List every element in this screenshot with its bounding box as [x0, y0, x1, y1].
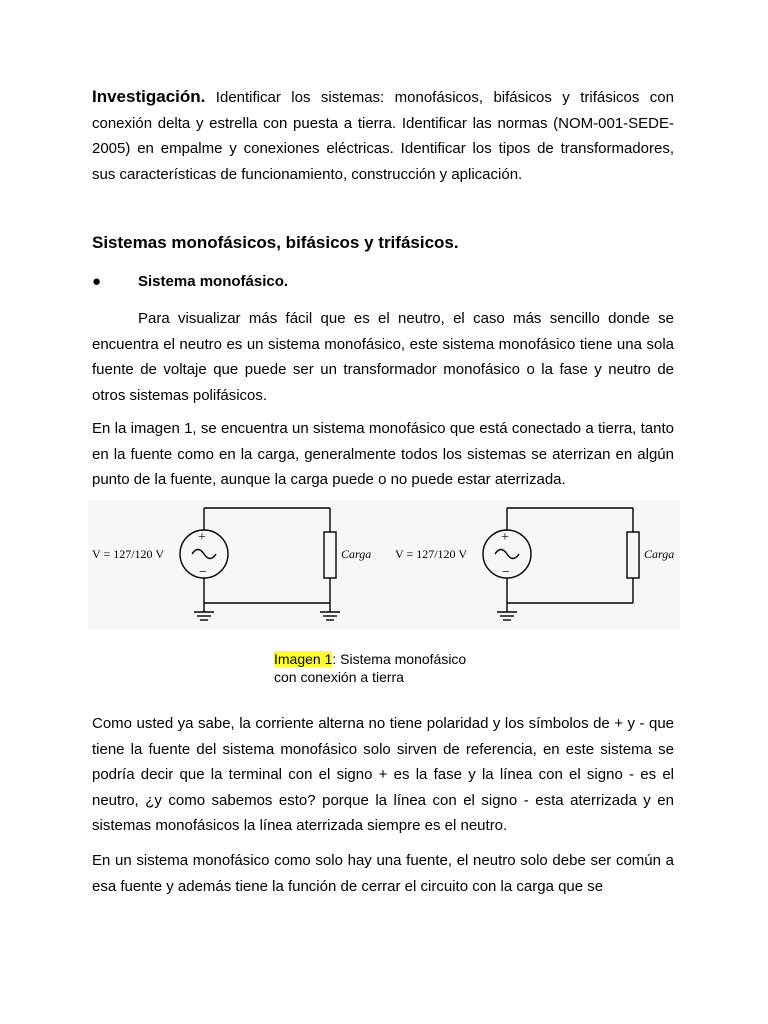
- paragraph-neutro: Para visualizar más fácil que es el neutro, el caso más sencillo donde se encuentra el neutro es un sistema monofásico, este sistema monofásico tiene una sola fuente de voltaje que puede ser un transformador monofásico o la fase y neutro de otros sistemas polifásicos.: [92, 310, 674, 404]
- intro-paragraph: [92, 84, 674, 187]
- section-title: Sistemas monofásicos, bifásicos y trifásicos.: [92, 233, 459, 252]
- caption-text: : Sistema monofásico: [332, 651, 467, 667]
- plus-sign-left: +: [198, 530, 206, 545]
- bullet-dot-icon: ●: [92, 273, 102, 290]
- bullet-label: Sistema monofásico.: [138, 273, 289, 290]
- paragraph-polaridad: Como usted ya sabe, la corriente alterna no tiene polaridad y los símbolos de + y - que tiene la fuente del sistema monofásico solo sirven de referencia, en este sistema se podría decir que la terminal con el signo + es la fase y la línea con el signo - es el neutro, ¿y como sabemos esto? porque la línea con el signo - esta aterrizada y en sistemas monofásicos la línea aterrizada siempre es el neutro.: [92, 715, 674, 834]
- load-label-left: Carga: [341, 547, 372, 561]
- voltage-label-left: V = 127/120 V: [92, 547, 164, 561]
- load-label-right: Carga: [644, 547, 675, 561]
- paragraph-imagen: En la imagen 1, se encuentra un sistema monofásico que está conectado a tierra, tanto en la fuente como en la carga, generalmente todos los sistemas se aterrizan en algún punto de la fuente, aunque la carga puede o no puede estar aterrizada.: [92, 420, 674, 488]
- caption-line-1: [274, 650, 466, 668]
- plus-sign-right: +: [501, 530, 509, 545]
- intro-text: Identificar los sistemas: monofásicos, bifásicos y trifásicos con conexión delta y estrella con puesta a tierra. Identificar las normas (NOM-001-SEDE-2005) en empalme y conexiones eléctricas. Identificar los tipos de transformadores, sus características de funcionamiento, construcción y aplicación.: [92, 89, 674, 183]
- voltage-label-right: V = 127/120 V: [395, 547, 467, 561]
- minus-sign-right: −: [502, 565, 510, 580]
- caption-line-2: con conexión a tierra: [274, 669, 404, 685]
- caption-highlight: Imagen 1: [274, 651, 333, 667]
- circuit-figure: [88, 500, 680, 630]
- figure-background: [88, 500, 680, 630]
- figure-caption: [274, 650, 466, 686]
- minus-sign-left: −: [199, 565, 207, 580]
- intro-heading: Investigación.: [92, 87, 206, 106]
- paragraph-neutro-comun: En un sistema monofásico como solo hay una fuente, el neutro solo debe ser común a esa fuente y además tiene la función de cerrar el circuito con la carga que se: [92, 852, 674, 895]
